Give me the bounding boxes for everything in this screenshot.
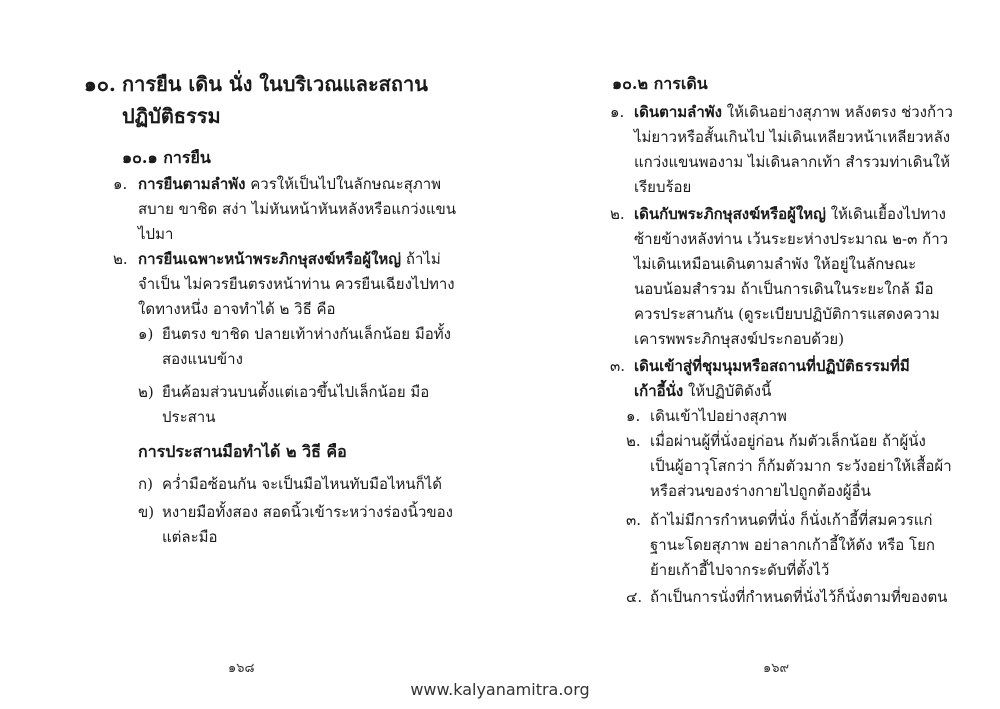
- sub-item-2-line-1: ยืนค้อมส่วนบนตั้งแต่เอวขึ้นไปเล็กน้อย มือ: [162, 383, 430, 401]
- sub-item-2-number: ๒): [138, 383, 154, 401]
- walk-item-3-line-1: เดินเข้าสู่ที่ชุมนุมหรือสถานที่ปฏิบัติธรรมที่มี: [634, 357, 910, 375]
- walk-item-2-number: ๒.: [610, 205, 625, 223]
- step-3-line-2: ฐานะโดยสุภาพ อย่าลากเก้าอี้ให้ดัง หรือ โยก: [650, 536, 935, 554]
- item-2-line-3: ใดทางหนึ่ง อาจทำได้ ๒ วิธี คือ: [138, 300, 336, 318]
- chapter-heading-number: ๑๐.: [84, 72, 116, 96]
- walk-item-1-line-3: แกว่งแขนพองาม ไม่เดินลากเท้า สำรวมท่าเดินให้: [634, 153, 951, 171]
- item-2-text: ถ้าไม่: [401, 250, 441, 268]
- walk-item-3-text: ให้ปฏิบัติดังนี้: [683, 382, 772, 400]
- walk-item-3-bold: เก้าอี้นั่ง: [634, 382, 684, 400]
- section-title-walking: ๑๐.๒ การเดิน: [612, 74, 708, 93]
- walk-item-2-bold: เดินกับพระภิกษุสงฆ์หรือผู้ใหญ่: [634, 205, 826, 223]
- section-title-standing: ๑๐.๑ การยืน: [122, 148, 211, 167]
- subheading-hand-clasp: การประสานมือทำได้ ๒ วิธี คือ: [138, 442, 347, 461]
- item-1-line-1: [138, 172, 441, 197]
- step-1-number: ๑.: [626, 407, 641, 425]
- option-kho-line-1: หงายมือทั้งสอง สอดนิ้วเข้าระหว่างร่องนิ้วของ: [162, 503, 453, 521]
- item-2-line-1: [138, 247, 441, 272]
- sub-item-1-line-2: สองแนบข้าง: [162, 350, 243, 368]
- walk-item-1-line-1: [634, 100, 953, 125]
- step-4-number: ๔.: [626, 588, 643, 606]
- footer-url: www.kalyanamitra.org: [410, 680, 590, 699]
- item-2-line-2: จำเป็น ไม่ควรยืนตรงหน้าท่าน ควรยืนเฉียงไปทาง: [138, 275, 455, 293]
- step-3-line-3: ย้ายเก้าอี้ไปจากระดับที่ตั้งไว้: [650, 561, 830, 579]
- page-number-left: ๑๖๘: [228, 661, 255, 676]
- walk-item-2-line-4: นอบน้อมสำรวม ถ้าเป็นการเดินในระยะใกล้ มือ: [634, 280, 934, 298]
- sub-item-1-line-1: ยืนตรง ขาชิด ปลายเท้าห่างกันเล็กน้อย มือทั้ง: [162, 325, 451, 343]
- walk-item-3-number: ๓.: [610, 357, 626, 375]
- step-2-line-2: เป็นผู้อาวุโสกว่า ก็ก้มตัวมาก ระวังอย่าให้เสื้อผ้า: [650, 457, 952, 475]
- walk-item-2-text: ให้เดินเยื้องไปทาง: [825, 205, 946, 223]
- step-3-number: ๓.: [626, 511, 642, 529]
- chapter-heading-line-1: การยืน เดิน นั่ง ในบริเวณและสถาน: [122, 72, 428, 96]
- item-1-line-2: สบาย ขาชิด สง่า ไม่หันหน้าหันหลังหรือแกว่งแขน: [138, 200, 457, 218]
- walk-item-2-line-2: ซ้ายข้างหลังท่าน เว้นระยะห่างประมาณ ๒-๓ ก้าว: [634, 230, 949, 248]
- walk-item-1-line-4: เรียบร้อย: [634, 178, 692, 196]
- item-1-line-3: ไปมา: [138, 225, 174, 243]
- option-kho-line-2: แต่ละมือ: [162, 528, 218, 546]
- step-2-line-1: เมื่อผ่านผู้ที่นั่งอยู่ก่อน ก้มตัวเล็กน้อย ถ้าผู้นั่ง: [650, 432, 926, 450]
- walk-item-1-line-2: ไม่ยาวหรือสั้นเกินไป ไม่เดินเหลียวหน้าเหลียวหลัง: [634, 128, 951, 146]
- item-1-bold: การยืนตามลำพัง: [138, 175, 246, 193]
- step-2-number: ๒.: [626, 432, 641, 450]
- walk-item-2-line-5: ควรประสานกัน (ดูระเบียบปฏิบัติการแสดงความ: [634, 305, 940, 323]
- option-kho-number: ข): [138, 503, 155, 521]
- step-2-line-3: หรือส่วนของร่างกายไปถูกต้องผู้อื่น: [650, 482, 871, 500]
- step-1-line-1: เดินเข้าไปอย่างสุภาพ: [650, 407, 787, 425]
- sub-item-1-number: ๑): [138, 325, 154, 343]
- step-3-line-1: ถ้าไม่มีการกำหนดที่นั่ง ก็นั่งเก้าอี้ที่สมควรแก่: [650, 511, 933, 529]
- walk-item-3-line-2: [634, 379, 771, 404]
- option-ko-number: ก): [138, 475, 153, 493]
- walk-item-1-bold: เดินตามลำพัง: [634, 103, 723, 121]
- page-number-right: ๑๖๙: [763, 661, 790, 676]
- right-page: [500, 0, 1000, 709]
- item-1-number: ๑.: [113, 175, 128, 193]
- chapter-heading-line-2: ปฏิบัติธรรม: [122, 104, 221, 128]
- walk-item-2-line-6: เคารพพระภิกษุสงฆ์ประกอบด้วย): [634, 330, 845, 348]
- walk-item-2-line-3: ไม่เดินเหมือนเดินตามลำพัง ให้อยู่ในลักษณะ: [634, 255, 917, 273]
- item-2-bold: การยืนเฉพาะหน้าพระภิกษุสงฆ์หรือผู้ใหญ่: [138, 250, 402, 268]
- walk-item-2-line-1: [634, 202, 946, 227]
- option-ko-line-1: คว่ำมือซ้อนกัน จะเป็นมือไหนทับมือไหนก็ได้: [162, 475, 443, 493]
- step-4-line-1: ถ้าเป็นการนั่งที่กำหนดที่นั่งไว้ก็นั่งตามที่ของตน: [650, 588, 948, 606]
- walk-item-1-text: ให้เดินอย่างสุภาพ หลังตรง ช่วงก้าว: [722, 103, 953, 121]
- walk-item-1-number: ๑.: [610, 103, 625, 121]
- sub-item-2-line-2: ประสาน: [162, 408, 216, 426]
- item-1-text: ควรให้เป็นไปในลักษณะสุภาพ: [245, 175, 442, 193]
- item-2-number: ๒.: [113, 250, 128, 268]
